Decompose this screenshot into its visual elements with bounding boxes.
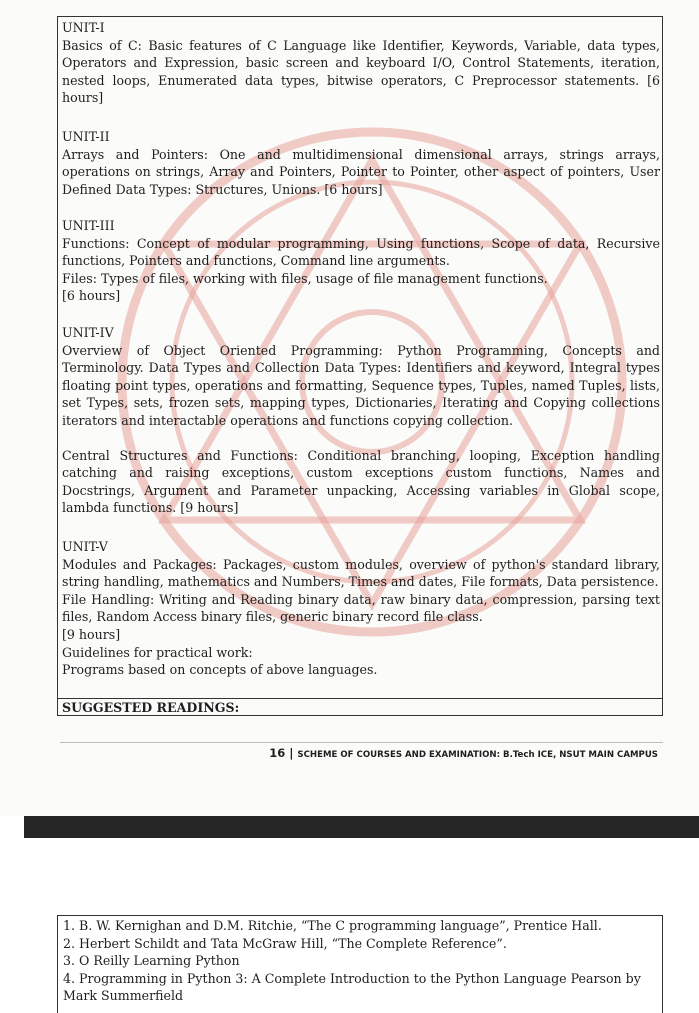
unit-content: Central Structures and Functions: Conditional branching, looping, Exception handling catching and raising exceptions, custom exceptions custom functions, Names and Docstrings, Argument and Parameter unpacking, Accessing variables in Global scope, lambda functions. [9 hours] — [62, 447, 660, 516]
reading-item: 2. Herbert Schildt and Tata McGraw Hill, “The Complete Reference”. — [63, 935, 507, 951]
reading-item: 3. O Reilly Learning Python — [63, 953, 240, 969]
page-footer — [60, 745, 658, 763]
unit-title: UNIT-I — [62, 20, 105, 35]
unit-content: Guidelines for practical work: — [62, 644, 253, 660]
unit-title: UNIT-II — [62, 129, 110, 144]
next-page — [24, 838, 699, 1013]
reading-item: 4. Programming in Python 3: A Complete Introduction to the Python Language Pearson by Mark Summerfield — [63, 970, 641, 1004]
unit-content: Overview of Object Oriented Programming: Python Programming, Concepts and Terminology. Data Types and Collection Data Types: Identifiers and keyword, Integral types floating point types, operations and formatting, Sequence types, Tuples, named Tuples, lists, set Types, sets, frozen sets, mapping types, Dictionaries, Iterating and Copying collections iterators and interactable operations and functions copying collection. — [62, 342, 660, 428]
unit-title: UNIT-V — [62, 539, 108, 554]
unit-content: Programs based on concepts of above languages. — [62, 662, 378, 678]
reading-item: 1. B. W. Kernighan and D.M. Ritchie, “The C programming language”, Prentice Hall. — [63, 918, 602, 933]
unit-content: File Handling: Writing and Reading binary data, raw binary data, compression, parsing text files, Random Access binary files, generic binary record file class. — [62, 591, 660, 625]
unit-5 — [62, 538, 660, 679]
footer-rule — [60, 742, 663, 743]
unit-content: [9 hours] — [62, 626, 121, 642]
unit-4 — [62, 324, 660, 517]
unit-1 — [62, 19, 660, 107]
page-divider — [24, 816, 699, 838]
unit-title: UNIT-III — [62, 218, 115, 233]
unit-content: Files: Types of files, working with files, usage of file management functions. — [62, 270, 548, 286]
unit-3 — [62, 217, 660, 305]
footer-text: SCHEME OF COURSES AND EXAMINATION: B.Tech ICE, NSUT MAIN CAMPUS — [297, 750, 658, 760]
readings-list — [63, 917, 659, 1005]
unit-content: Modules and Packages: Packages, custom modules, overview of python's standard library, string handling, mathematics and Numbers, Times and dates, File formats, Data persistence. — [62, 556, 660, 590]
suggested-readings-heading: SUGGESTED READINGS: — [57, 698, 663, 716]
unit-content: Basics of C: Basic features of C Language like Identifier, Keywords, Variable, data types, Operators and Expression, basic screen and keyboard I/O, Control Statements, iteration, nested loops, Enumerated data types, bitwise operators, C Preprocessor statements. [6 hours] — [62, 37, 660, 106]
unit-2 — [62, 128, 660, 198]
unit-title: UNIT-IV — [62, 325, 114, 340]
footer-separator: | — [289, 746, 294, 760]
page-number: 16 — [269, 746, 286, 760]
unit-content: Functions: Concept of modular programming, Using functions, Scope of data, Recursive functions, Pointers and functions, Command line arguments. — [62, 235, 660, 269]
unit-content: Arrays and Pointers: One and multidimensional dimensional arrays, strings arrays, operations on strings, Array and Pointers, Pointer to Pointer, other aspect of pointers, User Defined Data Types: Structures, Unions. [6 hours] — [62, 146, 660, 197]
unit-content: [6 hours] — [62, 288, 121, 304]
